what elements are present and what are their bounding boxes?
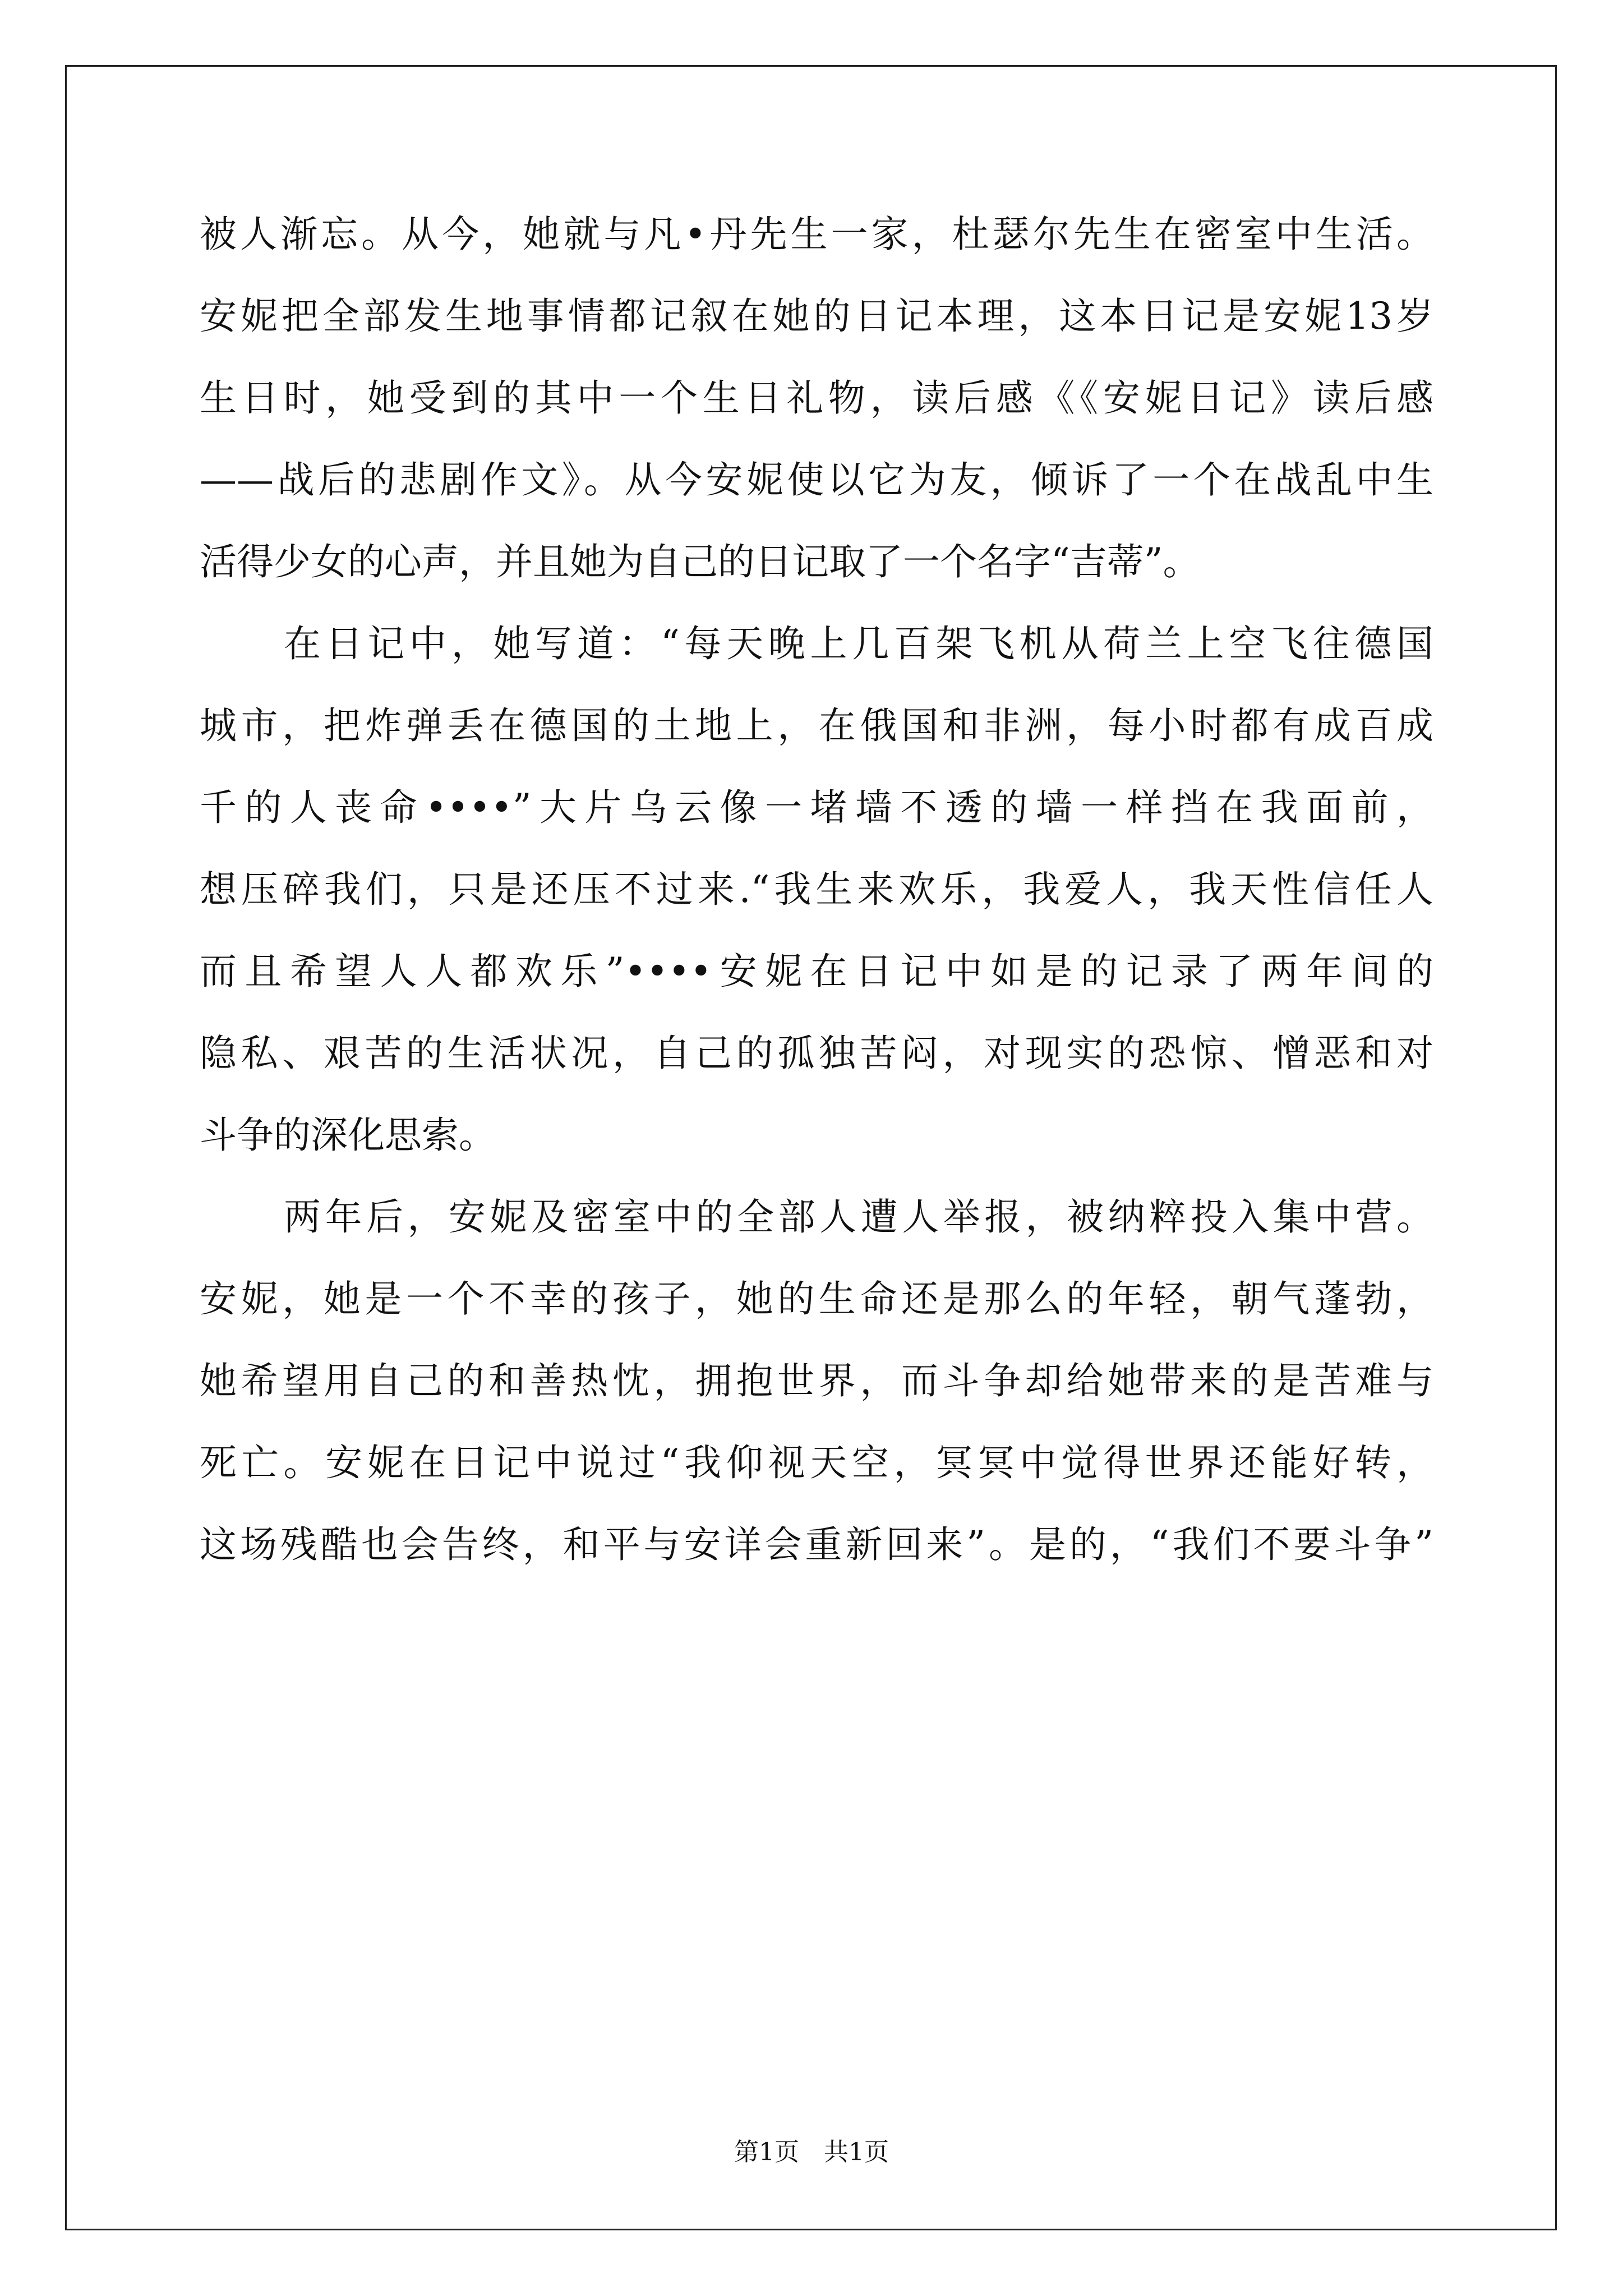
- text-line: 城市，把炸弹丢在德国的土地上，在俄国和非洲，每小时都有成百成: [200, 704, 1433, 747]
- text-line: ——战后的悲剧作文》。从今安妮使以它为友，倾诉了一个在战乱中生: [200, 458, 1433, 501]
- text-line: 这场残酷也会告终，和平与安详会重新回来”。是的，“我们不要斗争”: [200, 1523, 1433, 1566]
- text-line: 安妮，她是一个不幸的孩子，她的生命还是那么的年轻，朝气蓬勃，: [200, 1277, 1433, 1320]
- text-line: 活得少女的心声，并且她为自己的日记取了一个名字“吉蒂”。: [200, 540, 1200, 583]
- text-line: 而且希望人人都欢乐”••••安妮在日记中如是的记录了两年间的: [200, 950, 1433, 993]
- text-line: 安妮把全部发生地事情都记叙在她的日记本理，这本日记是安妮13岁: [200, 295, 1433, 338]
- text-line: 斗争的深化思索。: [200, 1114, 496, 1157]
- text-line: 被人渐忘。从今，她就与凡•丹先生一家，杜瑟尔先生在密室中生活。: [200, 213, 1433, 256]
- text-line: 生日时，她受到的其中一个生日礼物，读后感《《安妮日记》读后感: [200, 376, 1433, 420]
- text-line: 千的人丧命••••”大片乌云像一堵墙不透的墙一样挡在我面前，: [200, 786, 1433, 829]
- paragraph-first-line: 在日记中，她写道：“每天晚上几百架飞机从荷兰上空飞往德国: [284, 622, 1433, 665]
- paragraph-first-line: 两年后，安妮及密室中的全部人遭人举报，被纳粹投入集中营。: [284, 1195, 1433, 1239]
- text-line: 她希望用自己的和善热忱，拥抱世界，而斗争却给她带来的是苦难与: [200, 1359, 1433, 1402]
- page-number-footer: 第1页 共1页: [734, 2138, 889, 2166]
- text-line: 隐私、艰苦的生活状况，自己的孤独苦闷，对现实的恐惊、憎恶和对: [200, 1032, 1433, 1075]
- text-line: 死亡。安妮在日记中说过“我仰视天空，冥冥中觉得世界还能好转，: [200, 1441, 1433, 1484]
- text-line: 想压碎我们，只是还压不过来.“我生来欢乐，我爱人，我天性信任人: [200, 868, 1433, 911]
- document-body: [200, 194, 1433, 1586]
